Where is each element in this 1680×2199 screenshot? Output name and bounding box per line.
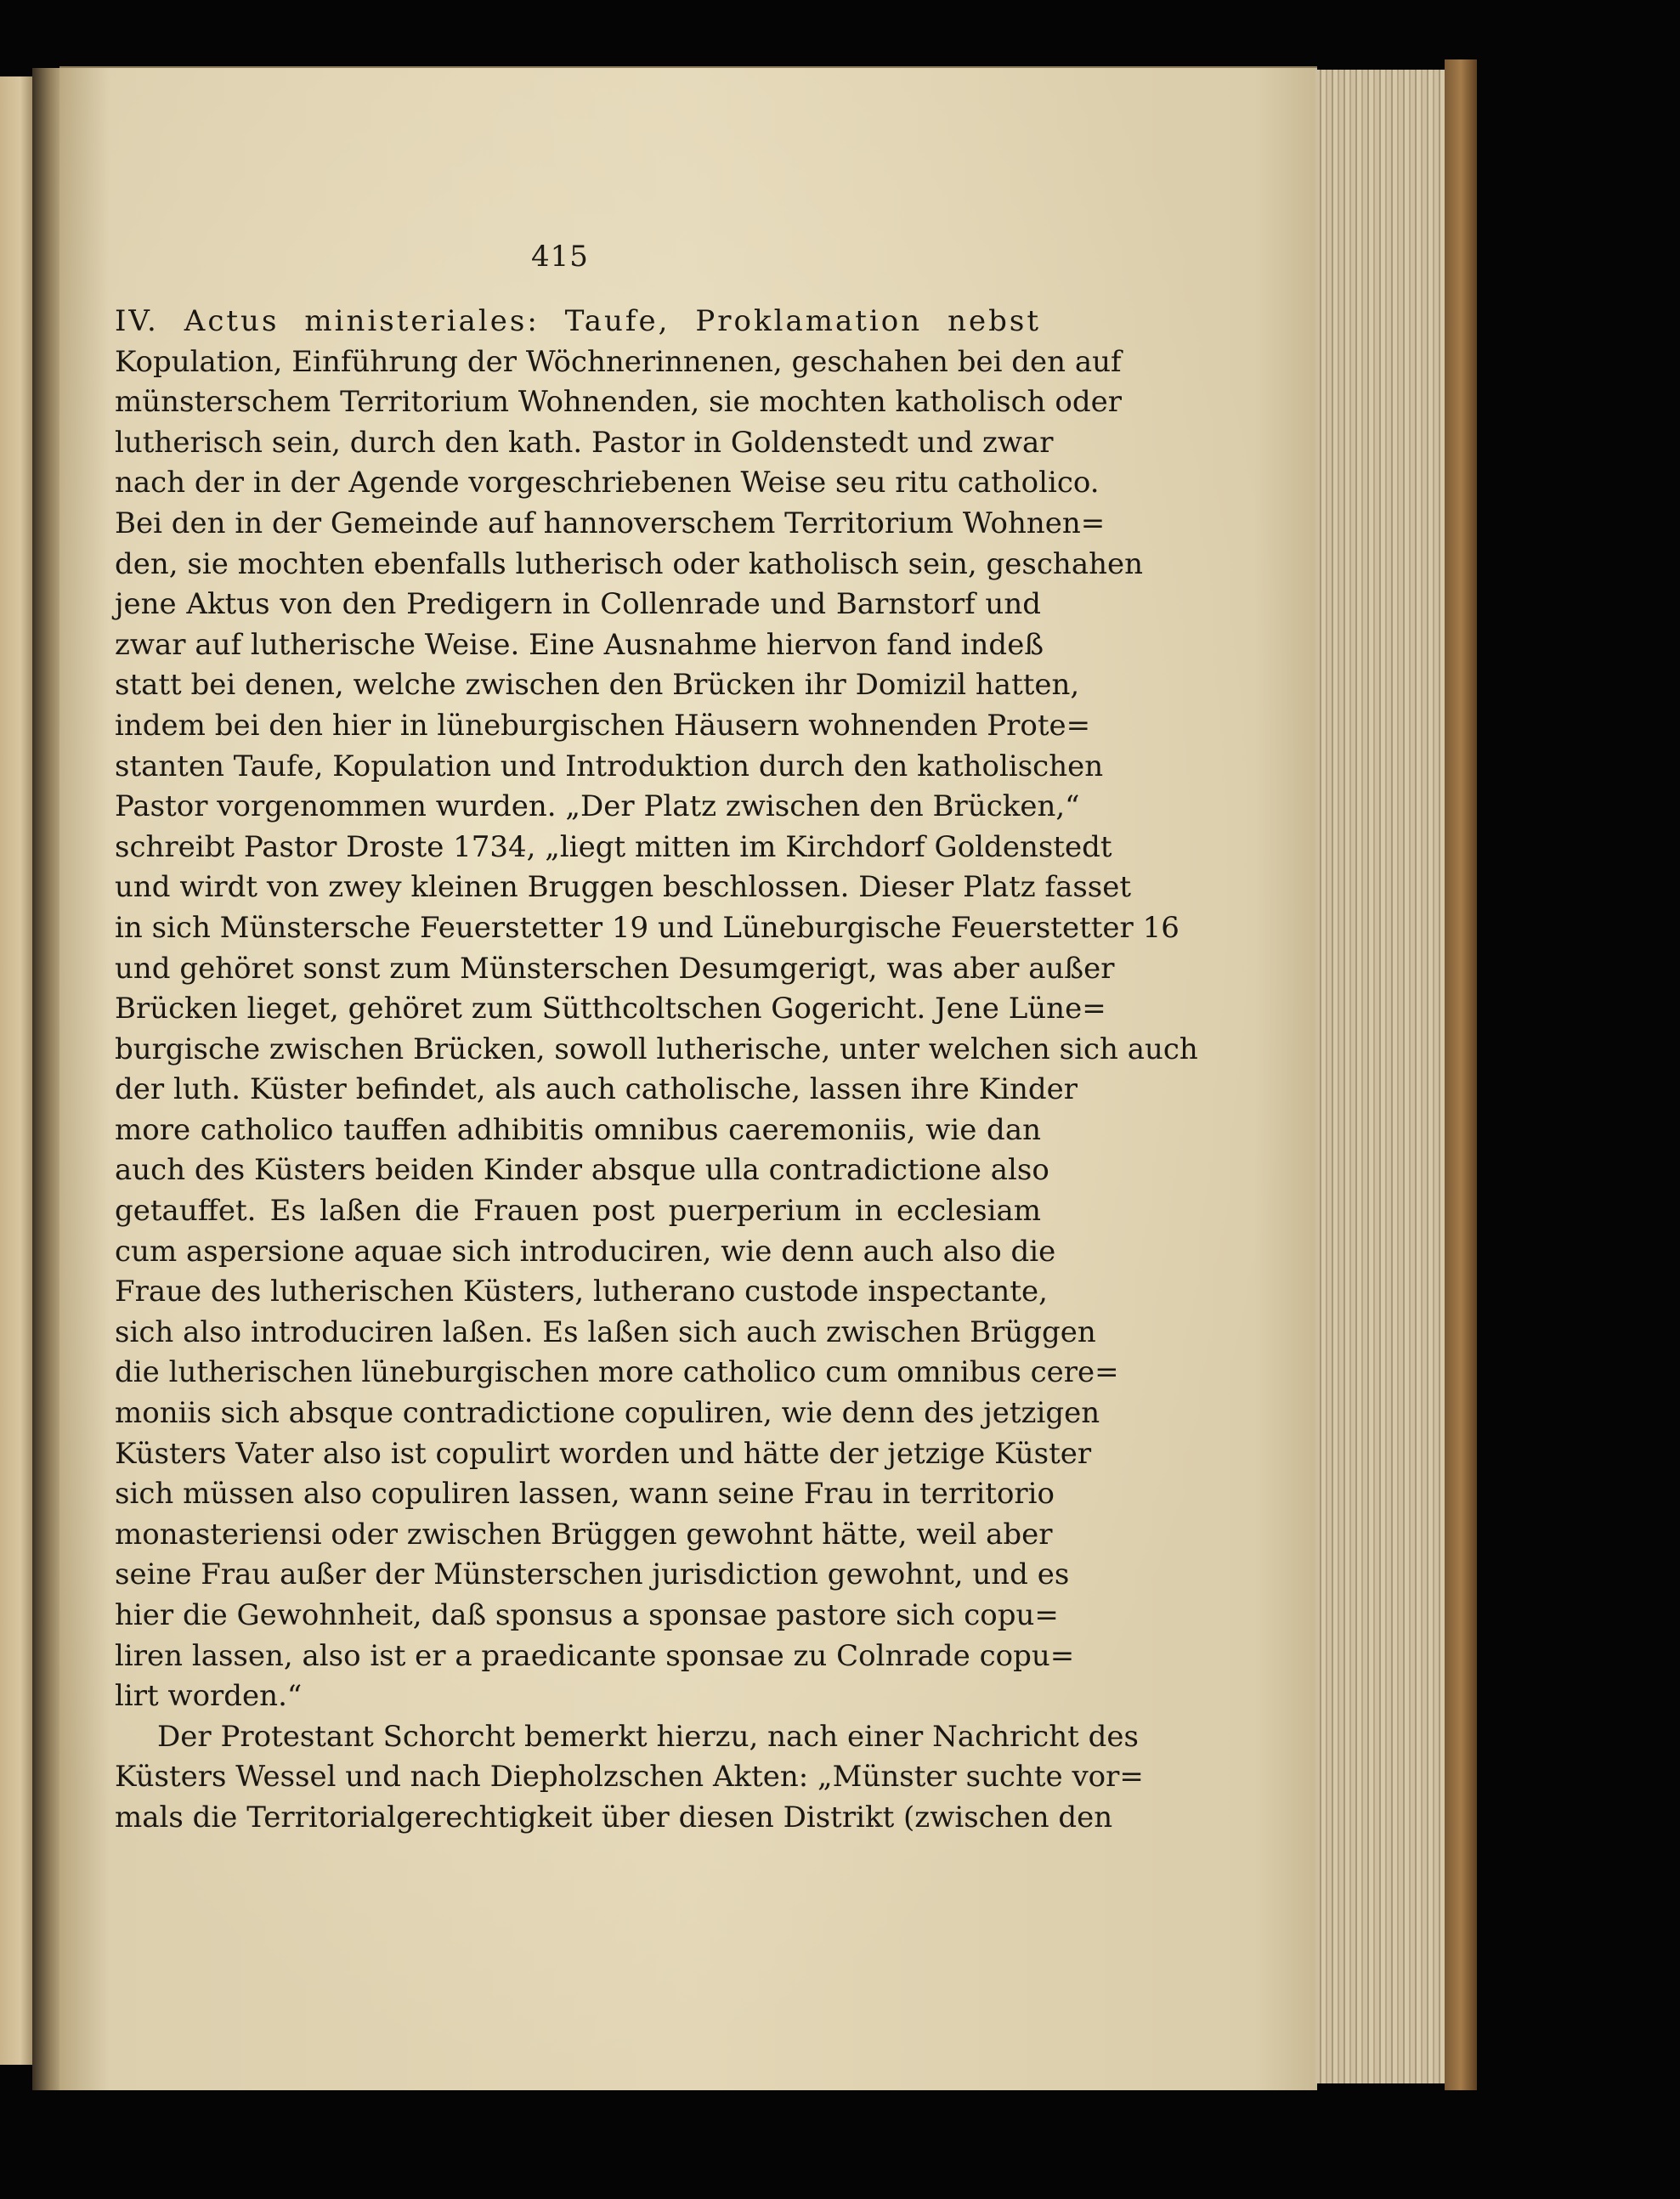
text-line: und gehöret sonst zum Münsterschen Desumgerigt, was aber außer <box>115 951 1115 986</box>
text-line: der luth. Küster befindet, als auch catholische, lassen ihre Kinder <box>115 1072 1078 1107</box>
text-line: Pastor vorgenommen wurden. „Der Platz zwischen den Brücken,“ <box>115 789 1080 824</box>
text-line: burgische zwischen Brücken, sowoll lutherische, unter welchen sich auch <box>115 1032 1198 1066</box>
text-line: auch des Küsters beiden Kinder absque ulla contradictione also <box>115 1153 1049 1188</box>
text-line: hier die Gewohnheit, daß sponsus a sponsae pastore sich copu= <box>115 1598 1059 1632</box>
text-line: getauffet. Es laßen die Frauen post puerperium in ecclesiam <box>115 1194 1041 1229</box>
text-line: liren lassen, also ist er a praedicante sponsae zu Colnrade copu= <box>115 1638 1075 1673</box>
text-line: Kopulation, Einführung der Wöchnerinnenen, geschahen bei den auf <box>115 344 1122 379</box>
text-line: lutherisch sein, durch den kath. Pastor in Goldenstedt und zwar <box>115 425 1054 460</box>
page-body-text <box>115 302 1198 1839</box>
text-line: in sich Münstersche Feuerstetter 19 und Lüneburgische Feuerstetter 16 <box>115 910 1179 945</box>
text-line: more catholico tauffen adhibitis omnibus caeremoniis, wie dan <box>115 1112 1041 1147</box>
text-line: und wirdt von zwey kleinen Bruggen beschlossen. Dieser Platz fasset <box>115 870 1132 905</box>
book-cover-edge <box>1445 59 1477 2090</box>
text-line: IV. Actus ministeriales: Taufe, Proklamation nebst <box>115 304 1041 338</box>
text-line: lirt worden.“ <box>115 1679 303 1714</box>
text-line: nach der in der Agende vorgeschriebenen Weise seu ritu catholico. <box>115 466 1100 500</box>
text-line: Der Protestant Schorcht bemerkt hierzu, nach einer Nachricht des <box>157 1719 1139 1754</box>
text-line: den, sie mochten ebenfalls lutherisch oder katholisch sein, geschahen <box>115 546 1144 581</box>
text-line: Fraue des lutherischen Küsters, lutherano custode inspectante, <box>115 1275 1048 1309</box>
text-line: zwar auf lutherische Weise. Eine Ausnahme hiervon fand indeß <box>115 627 1044 662</box>
text-line: moniis sich absque contradictione copuliren, wie denn des jetzigen <box>115 1396 1100 1431</box>
text-line: die lutherischen lüneburgischen more catholico cum omnibus cere= <box>115 1355 1119 1390</box>
text-line: seine Frau außer der Münsterschen jurisdiction gewohnt, und es <box>115 1557 1070 1592</box>
text-line: münsterschem Territorium Wohnenden, sie mochten katholisch oder <box>115 385 1122 420</box>
text-line: jene Aktus von den Predigern in Collenrade und Barnstorf und <box>115 587 1041 622</box>
page-number: 415 <box>531 240 589 274</box>
text-line: mals die Territorialgerechtigkeit über diesen Distrikt (zwischen den <box>115 1800 1113 1834</box>
previous-page-edge <box>0 76 36 2065</box>
text-line: sich müssen also copuliren lassen, wann seine Frau in territorio <box>115 1477 1055 1512</box>
text-line: sich also introduciren laßen. Es laßen sich auch zwischen Brüggen <box>115 1314 1096 1349</box>
text-line: monasteriensi oder zwischen Brüggen gewohnt hätte, weil aber <box>115 1517 1053 1552</box>
text-line: indem bei den hier in lüneburgischen Häusern wohnenden Prote= <box>115 708 1091 743</box>
text-line: stanten Taufe, Kopulation und Introduktion durch den katholischen <box>115 749 1104 783</box>
text-line: statt bei denen, welche zwischen den Brücken ihr Domizil hatten, <box>115 668 1080 703</box>
text-line: Bei den in der Gemeinde auf hannoverschem Territorium Wohnen= <box>115 506 1106 540</box>
text-line: cum aspersione aquae sich introduciren, wie denn auch also die <box>115 1234 1056 1269</box>
text-line: Küsters Wessel und nach Diepholzschen Akten: „Münster suchte vor= <box>115 1760 1144 1795</box>
text-line: Küsters Vater also ist copulirt worden und hätte der jetzige Küster <box>115 1436 1092 1471</box>
page-edges-stack <box>1315 70 1454 2083</box>
text-line: Brücken lieget, gehöret zum Sütthcoltschen Gogericht. Jene Lüne= <box>115 992 1106 1026</box>
text-line: schreibt Pastor Droste 1734, „liegt mitten im Kirchdorf Goldenstedt <box>115 829 1112 864</box>
